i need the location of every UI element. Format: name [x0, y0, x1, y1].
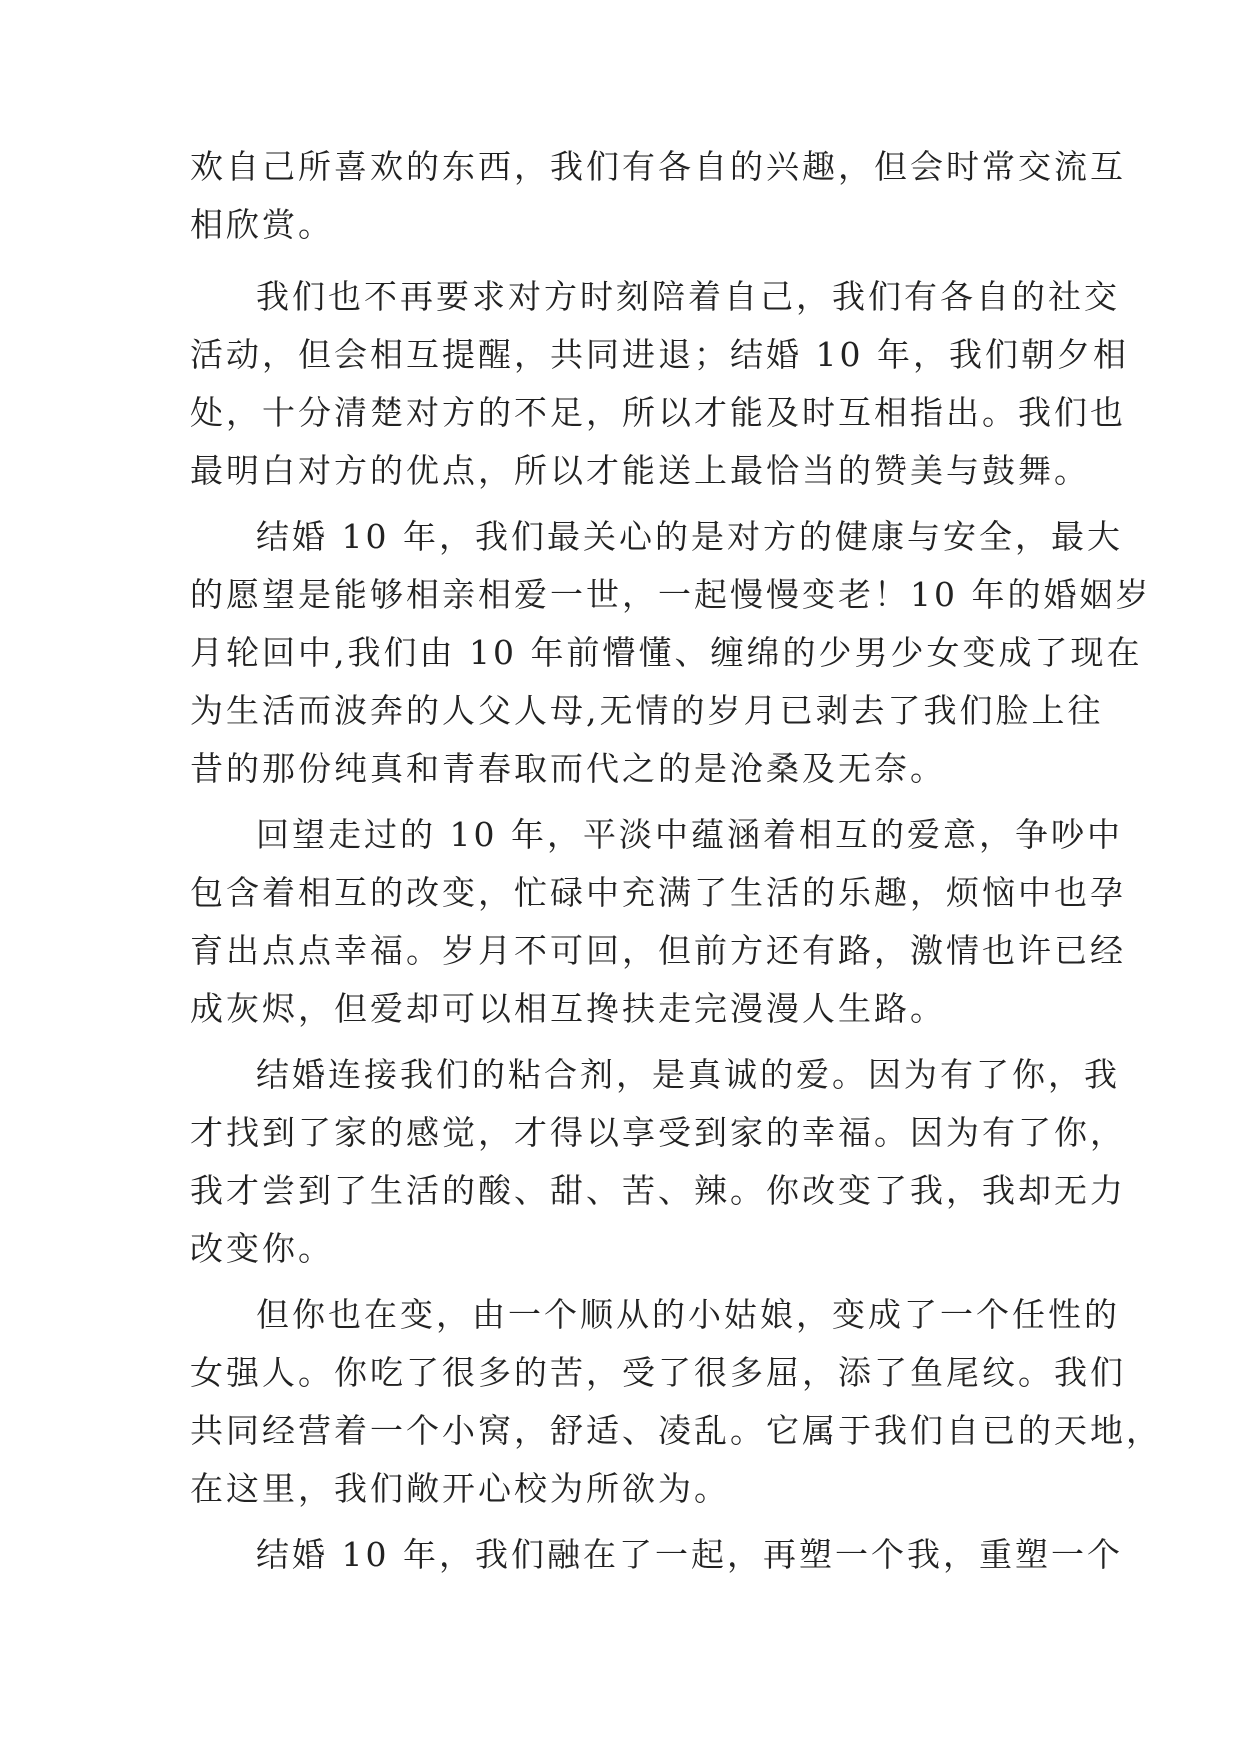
text-line: 成灰烬，但爱却可以相互搀扶走完漫漫人生路。 — [190, 989, 946, 1028]
paragraph-first-line: 但你也在变，由一个顺从的小姑娘，变成了一个任性的 — [256, 1295, 1120, 1334]
text-line: 我才尝到了生活的酸、甜、苦、辣。你改变了我，我却无力 — [190, 1171, 1126, 1210]
text-line: 改变你。 — [190, 1229, 334, 1268]
text-line: 在这里，我们敞开心校为所欲为。 — [190, 1469, 730, 1508]
text-line: 处，十分清楚对方的不足，所以才能及时互相指出。我们也 — [190, 393, 1126, 432]
paragraph-first-line: 我们也不再要求对方时刻陪着自己，我们有各自的社交 — [256, 277, 1120, 316]
paragraph-first-line: 结婚 10 年，我们最关心的是对方的健康与安全，最大 — [256, 517, 1123, 556]
text-line: 共同经营着一个小窝，舒适、凌乱。它属于我们自已的天地， — [190, 1411, 1162, 1450]
text-line: 活动，但会相互提醒，共同进退；结婚 10 年，我们朝夕相 — [190, 335, 1129, 374]
paragraph-first-line: 回望走过的 10 年，平淡中蕴涵着相互的爱意，争吵中 — [256, 815, 1123, 854]
text-line: 包含着相互的改变，忙碌中充满了生活的乐趣，烦恼中也孕 — [190, 873, 1126, 912]
paragraph-first-line: 结婚连接我们的粘合剂，是真诚的爱。因为有了你，我 — [256, 1055, 1120, 1094]
text-line: 女强人。你吃了很多的苦，受了很多屈，添了鱼尾纹。我们 — [190, 1353, 1126, 1392]
text-line: 育出点点幸福。岁月不可回，但前方还有路，激情也许已经 — [190, 931, 1126, 970]
text-line: 才找到了家的感觉，才得以享受到家的幸福。因为有了你， — [190, 1113, 1126, 1152]
paragraph-first-line: 结婚 10 年，我们融在了一起，再塑一个我，重塑一个 — [256, 1535, 1123, 1574]
text-line: 最明白对方的优点，所以才能送上最恰当的赞美与鼓舞。 — [190, 451, 1090, 490]
text-line: 月轮回中,我们由 10 年前懵懂、缠绵的少男少女变成了现在 — [190, 633, 1143, 672]
text-line: 欢自己所喜欢的东西，我们有各自的兴趣，但会时常交流互 — [190, 147, 1126, 186]
text-line: 相欣赏。 — [190, 205, 334, 244]
text-line: 为生活而波奔的人父人母,无情的岁月已剥去了我们脸上往 — [190, 691, 1104, 730]
text-line: 的愿望是能够相亲相爱一世，一起慢慢变老！10 年的婚姻岁 — [190, 575, 1152, 614]
text-line: 昔的那份纯真和青春取而代之的是沧桑及无奈。 — [190, 749, 946, 788]
